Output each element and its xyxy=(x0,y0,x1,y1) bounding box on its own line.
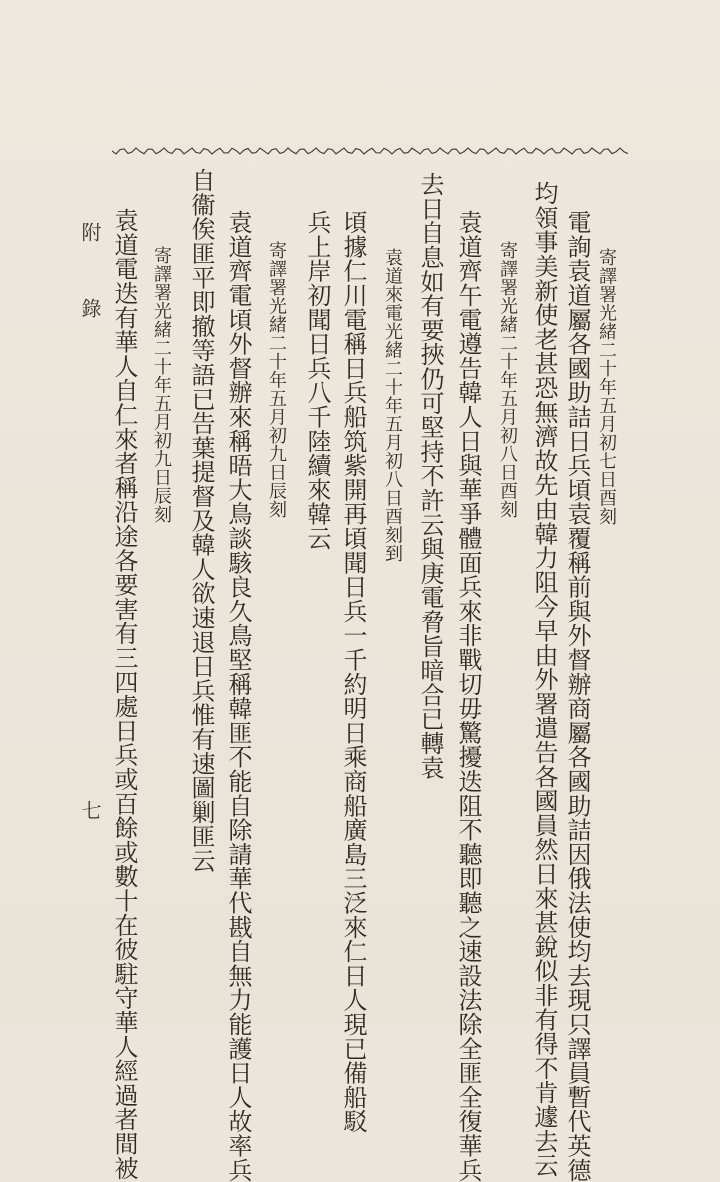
text-col-9: 兵上岸初聞日兵八千陸續來韓云 xyxy=(303,210,331,551)
header-col-1: 寄譯署光緒二十年五月初七日酉刻 xyxy=(596,248,617,526)
section-label: 附 錄 xyxy=(78,222,102,336)
text-col-3: 均領事美新使老甚恐無濟故先由韓力阻今早由外署遣告各國員然日來甚銳似非有得不肯遽去云 xyxy=(530,181,558,1178)
page-number: 七 xyxy=(78,800,102,820)
header-col-13: 寄譯署光緒二十年五月初九日辰刻 xyxy=(151,246,172,524)
text-col-2: 電詢袁道屬各國助詰日兵頃袁覆稱前與外督辦商屬各國助詰因俄法使均去現只譯員暫代英德 xyxy=(563,210,591,1182)
text-col-11: 袁道齊電頃外督辦來稱晤大鳥談駭良久鳥堅稱韓匪不能自除請華代戡自無力能護日人故率兵 xyxy=(224,210,252,1182)
text-col-6: 去日自息如有要挾仍可堅持不許云與庚電脅旨暗合已轉袁 xyxy=(416,172,444,780)
text-col-12: 自衞俟匪平即撤等語已告葉提督及韓人欲速退日兵惟有速圖剿匪云 xyxy=(187,168,215,873)
header-col-7: 袁道來電光緒二十年五月初八日酉刻到 xyxy=(382,248,403,563)
wavy-divider xyxy=(112,144,628,158)
text-col-14: 袁道電迭有華人自仁來者稱沿途各要害有三四處日兵或百餘或數十在彼駐守華人經過者間被 xyxy=(110,208,138,1180)
text-col-5: 袁道齊午電遵告韓人日與華爭體面兵來非戰切毋驚擾迭阻不聽即聽之速設法除全匪全復華兵 xyxy=(454,210,482,1182)
text-col-8: 頃據仁川電稱日兵船筑紫開再頃聞日兵一千約明日乘商船廣島三泛來仁日人現已備船駁 xyxy=(339,210,367,1134)
header-col-10: 寄譯署光緒二十年五月初九日辰刻 xyxy=(266,241,287,519)
header-col-4: 寄譯署光緒二十年五月初八日酉刻 xyxy=(497,241,518,519)
